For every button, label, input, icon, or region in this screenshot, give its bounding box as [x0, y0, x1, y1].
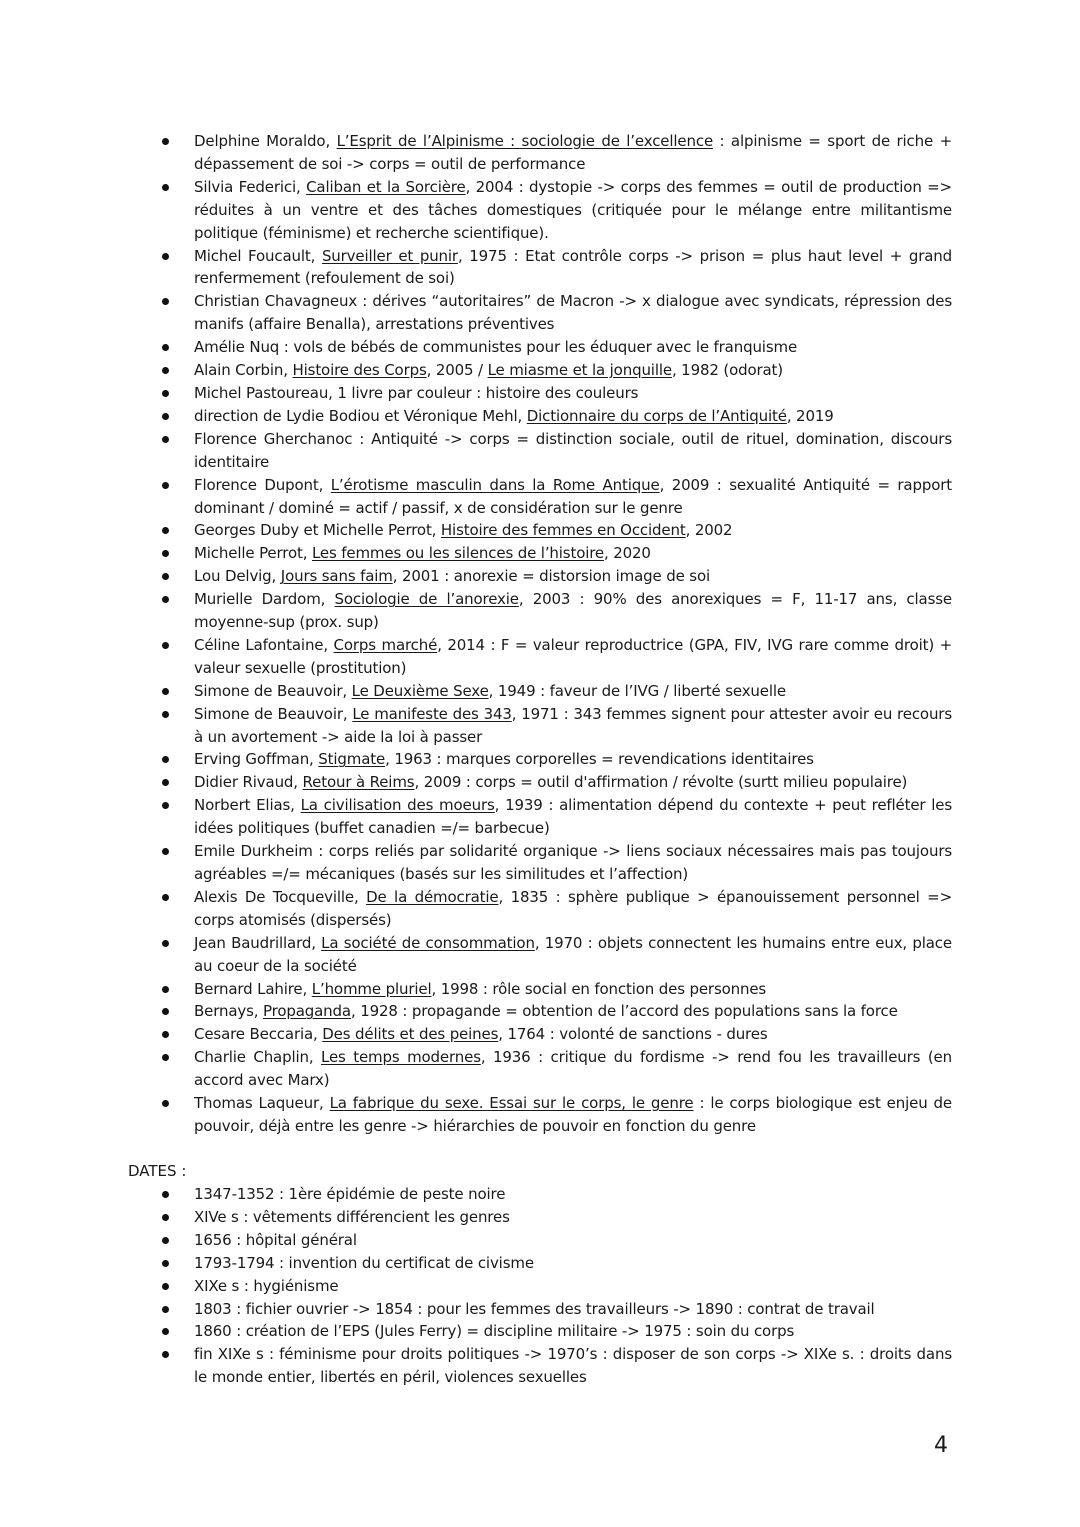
entry-text: Georges Duby et Michelle Perrot, — [194, 521, 441, 540]
bullet-icon — [162, 1214, 169, 1221]
entry-text: , 1963 : marques corporelles = revendications identitaires — [385, 750, 814, 769]
work-title: Le miasme et la jonquille — [487, 361, 672, 380]
entry-text: , 1939 : alimentation dépend du contexte + peut refléter les idées politiques (buffet canadien =/= barbecue) — [194, 796, 952, 838]
bullet-icon — [162, 688, 169, 695]
bullet-icon — [162, 1008, 169, 1015]
work-title: Histoire des femmes en Occident — [440, 521, 686, 540]
bullet-icon — [162, 550, 169, 557]
bullet-icon — [162, 482, 169, 489]
entry-text: , 1975 : Etat contrôle corps -> prison = plus haut level + grand renfermement (refoulement de soi) — [194, 246, 952, 288]
entry-text: , 1764 : volonté de sanctions - dures — [498, 1025, 768, 1044]
bullet-icon — [162, 940, 169, 947]
entry-text: Alain Corbin, — [194, 361, 293, 380]
work-title: De la démocratie — [366, 887, 499, 906]
bullet-icon — [162, 848, 169, 855]
bibliography-item — [160, 428, 952, 474]
work-title: Sociologie de l’anorexie — [334, 590, 519, 609]
bibliography-item — [160, 359, 952, 382]
entry-text: Céline Lafontaine, — [194, 635, 334, 654]
entry-text: , 1949 : faveur de l’IVG / liberté sexuelle — [488, 681, 786, 700]
work-title: Dictionnaire du corps de l’Antiquité — [526, 406, 787, 425]
date-text: XIVe s : vêtements différencient les genres — [194, 1207, 510, 1226]
entry-text: , 1835 : sphère publique > épanouissement personnel => corps atomisés (dispersés) — [194, 887, 953, 929]
entry-text: Thomas Laqueur, — [194, 1094, 330, 1113]
bibliography-item — [160, 130, 952, 176]
work-title: La fabrique du sexe. Essai sur le corps, le genre — [329, 1094, 694, 1113]
entry-text: Murielle Dardom, — [194, 590, 335, 609]
bibliography-item — [160, 932, 952, 978]
bibliography-item — [160, 680, 952, 703]
bullet-icon — [162, 596, 169, 603]
dates-list — [160, 1183, 952, 1389]
entry-text: , 2001 : anorexie = distorsion image de soi — [392, 567, 711, 586]
bibliography-item — [160, 519, 952, 542]
bullet-icon — [162, 367, 169, 374]
entry-text: Simone de Beauvoir, — [194, 681, 352, 700]
entry-text: , 1982 (odorat) — [671, 361, 783, 380]
entry-text: , 2003 : 90% des anorexiques = F, 11-17 ans, classe moyenne-sup (prox. sup) — [194, 590, 952, 632]
bibliography-item — [160, 978, 952, 1001]
bullet-icon — [162, 527, 169, 534]
date-item — [160, 1183, 952, 1206]
entry-text: Emile Durkheim : corps reliés par solidarité organique -> liens sociaux nécessaires mais pas toujours agréables =/= mécaniques (basés sur les similitudes et l’affection) — [194, 842, 952, 883]
bibliography-item — [160, 1046, 952, 1092]
bibliography-item — [160, 840, 952, 886]
bibliography-item — [160, 771, 952, 794]
bibliography-item — [160, 748, 952, 771]
bibliography-item — [160, 634, 952, 680]
date-item — [160, 1252, 952, 1275]
work-title: Retour à Reims — [302, 773, 415, 792]
entry-text: Christian Chavagneux : dérives “autoritaires” de Macron -> x dialogue avec syndicats, répression des manifs (affaire Benalla), arrestations préventives — [194, 292, 952, 334]
work-title: Le Deuxième Sexe — [351, 681, 489, 700]
entry-text: Norbert Elias, — [194, 796, 301, 815]
entry-text: Amélie Nuq : vols de bébés de communistes pour les éduquer avec le franquisme — [194, 338, 798, 357]
bibliography-item — [160, 336, 952, 359]
date-text: fin XIXe s : féminisme pour droits politiques -> 1970’s : disposer de son corps -> XIXe s. : droits dans le monde entier, libertés en péril, violences sexuelles — [194, 1345, 952, 1387]
page-number: 4 — [934, 1433, 948, 1458]
bibliography-item — [160, 886, 952, 932]
work-title: La civilisation des moeurs — [300, 796, 495, 815]
work-title: Caliban et la Sorcière — [306, 177, 466, 196]
entry-text: direction de Lydie Bodiou et Véronique Mehl, — [194, 406, 527, 425]
date-text: 1860 : création de l’EPS (Jules Ferry) = discipline militaire -> 1975 : soin du corps — [194, 1322, 795, 1341]
bullet-icon — [162, 1237, 169, 1244]
bibliography-item — [160, 1023, 952, 1046]
entry-text: Bernays, — [194, 1002, 263, 1021]
bibliography-item — [160, 565, 952, 588]
date-item — [160, 1320, 952, 1343]
bullet-icon — [162, 413, 169, 420]
bibliography-item — [160, 794, 952, 840]
entry-text: Erving Goffman, — [194, 750, 319, 769]
entry-text: , 2002 — [685, 521, 733, 540]
date-text: 1347-1352 : 1ère épidémie de peste noire — [194, 1185, 506, 1203]
entry-text: , 1936 : critique du fordisme -> rend fou les travailleurs (en accord avec Marx) — [194, 1048, 952, 1090]
entry-text: , 2014 : F = valeur reproductrice (GPA, FIV, IVG rare comme droit) + valeur sexuelle (prostitution) — [194, 635, 952, 677]
entry-text: , 2019 — [786, 406, 834, 425]
entry-text: : alpinisme = sport de riche + dépassement de soi -> corps = outil de performance — [194, 132, 952, 173]
bibliography-item — [160, 1092, 952, 1138]
entry-text: , 1928 : propagande = obtention de l’accord des populations sans la force — [350, 1002, 898, 1021]
bullet-icon — [162, 436, 169, 443]
date-text: XIXe s : hygiénisme — [194, 1276, 339, 1295]
entry-text: , 1970 : objets connectent les humains entre eux, place au coeur de la société — [194, 933, 952, 975]
work-title: Corps marché — [333, 635, 438, 654]
bibliography-item — [160, 245, 952, 291]
bullet-icon — [162, 298, 169, 305]
entry-text: : le corps biologique est enjeu de pouvoir, déjà entre les genre -> hiérarchies de pouvoir en fonction du genre — [194, 1094, 952, 1135]
entry-text: Florence Gherchanoc : Antiquité -> corps = distinction sociale, outil de rituel, domination, discours identitaire — [194, 429, 952, 471]
work-title: Les femmes ou les silences de l’histoire — [311, 544, 605, 563]
bibliography-item — [160, 176, 952, 245]
entry-text: Didier Rivaud, — [194, 773, 303, 792]
entry-text: , 1971 : 343 femmes signent pour attester avoir eu recours à un avortement -> aide la loi à passer — [194, 704, 952, 746]
work-title: Propaganda — [263, 1002, 351, 1021]
bullet-icon — [162, 711, 169, 718]
bullet-icon — [162, 1328, 169, 1335]
entry-text: Lou Delvig, — [194, 567, 281, 586]
entry-text: Bernard Lahire, — [194, 979, 312, 998]
bullet-icon — [162, 642, 169, 649]
entry-text: Delphine Moraldo, — [194, 132, 337, 150]
work-title: Des délits et des peines — [322, 1025, 499, 1044]
entry-text: , 2009 : corps = outil d'affirmation / révolte (surtt milieu populaire) — [414, 773, 908, 792]
entry-text: Jean Baudrillard, — [194, 933, 322, 952]
bibliography-item — [160, 290, 952, 336]
work-title: Le manifeste des 343 — [352, 704, 512, 723]
date-item — [160, 1206, 952, 1229]
entry-text: , 1998 : rôle social en fonction des personnes — [431, 979, 767, 998]
work-title: Histoire des Corps — [292, 361, 427, 380]
bullet-icon — [162, 779, 169, 786]
entry-text: Michel Pastoureau, 1 livre par couleur : histoire des couleurs — [194, 383, 639, 402]
bibliography-item — [160, 588, 952, 634]
date-item — [160, 1275, 952, 1298]
entry-text: , 2005 / — [426, 361, 488, 380]
work-title: Les temps modernes — [321, 1048, 481, 1067]
bullet-icon — [162, 1100, 169, 1107]
work-title: L’Esprit de l’Alpinisme : sociologie de l’excellence — [336, 132, 714, 150]
bullet-icon — [162, 1260, 169, 1267]
entry-text: , 2009 : sexualité Antiquité = rapport dominant / dominé = actif / passif, x de considération sur le genre — [194, 475, 952, 517]
entry-text: Cesare Beccaria, — [194, 1025, 323, 1044]
bullet-icon — [162, 1283, 169, 1290]
entry-text: , 2020 — [604, 544, 651, 563]
dates-heading: DATES : — [128, 1162, 187, 1180]
work-title: L’homme pluriel — [311, 979, 432, 998]
entry-text: Florence Dupont, — [194, 475, 331, 494]
work-title: L’érotisme masculin dans la Rome Antique — [330, 475, 660, 494]
date-item — [160, 1298, 952, 1321]
entry-text: Michelle Perrot, — [194, 544, 312, 563]
date-text: 1803 : fichier ouvrier -> 1854 : pour les femmes des travailleurs -> 1890 : contrat de travail — [194, 1299, 875, 1318]
work-title: Jours sans faim — [280, 567, 393, 586]
bullet-icon — [162, 802, 169, 809]
bullet-icon — [162, 184, 169, 191]
date-item — [160, 1343, 952, 1389]
bullet-icon — [162, 390, 169, 397]
bibliography-item — [160, 542, 952, 565]
bullet-icon — [162, 1191, 169, 1198]
bullet-icon — [162, 253, 169, 260]
entry-text: Alexis De Tocqueville, — [194, 887, 367, 906]
bibliography-item — [160, 703, 952, 749]
work-title: La société de consommation — [321, 933, 535, 952]
bullet-icon — [162, 573, 169, 580]
bibliography-item — [160, 1000, 952, 1023]
work-title: Surveiller et punir — [321, 246, 458, 265]
bibliography-item — [160, 405, 952, 428]
bibliography-item — [160, 382, 952, 405]
work-title: Stigmate — [318, 750, 386, 769]
bibliography-item — [160, 474, 952, 520]
bullet-icon — [162, 1054, 169, 1061]
bullet-icon — [162, 344, 169, 351]
bullet-icon — [162, 986, 169, 993]
bullet-icon — [162, 894, 169, 901]
entry-text: Charlie Chaplin, — [194, 1048, 322, 1067]
date-text: 1656 : hôpital général — [194, 1230, 357, 1249]
bibliography-list — [160, 130, 952, 1138]
bullet-icon — [162, 756, 169, 763]
entry-text: Silvia Federici, — [194, 177, 307, 196]
bullet-icon — [162, 1351, 169, 1358]
entry-text: , 2004 : dystopie -> corps des femmes = outil de production => réduites à un ventre et des tâches domestiques (critiquée pour le mélange entre militantisme politique (féminisme) et recherche scientifique). — [194, 177, 952, 242]
bullet-icon — [162, 138, 169, 145]
date-item — [160, 1229, 952, 1252]
entry-text: Simone de Beauvoir, — [194, 704, 353, 723]
bullet-icon — [162, 1031, 169, 1038]
date-text: 1793-1794 : invention du certificat de civisme — [194, 1253, 534, 1272]
entry-text: Michel Foucault, — [194, 246, 322, 265]
bullet-icon — [162, 1306, 169, 1313]
